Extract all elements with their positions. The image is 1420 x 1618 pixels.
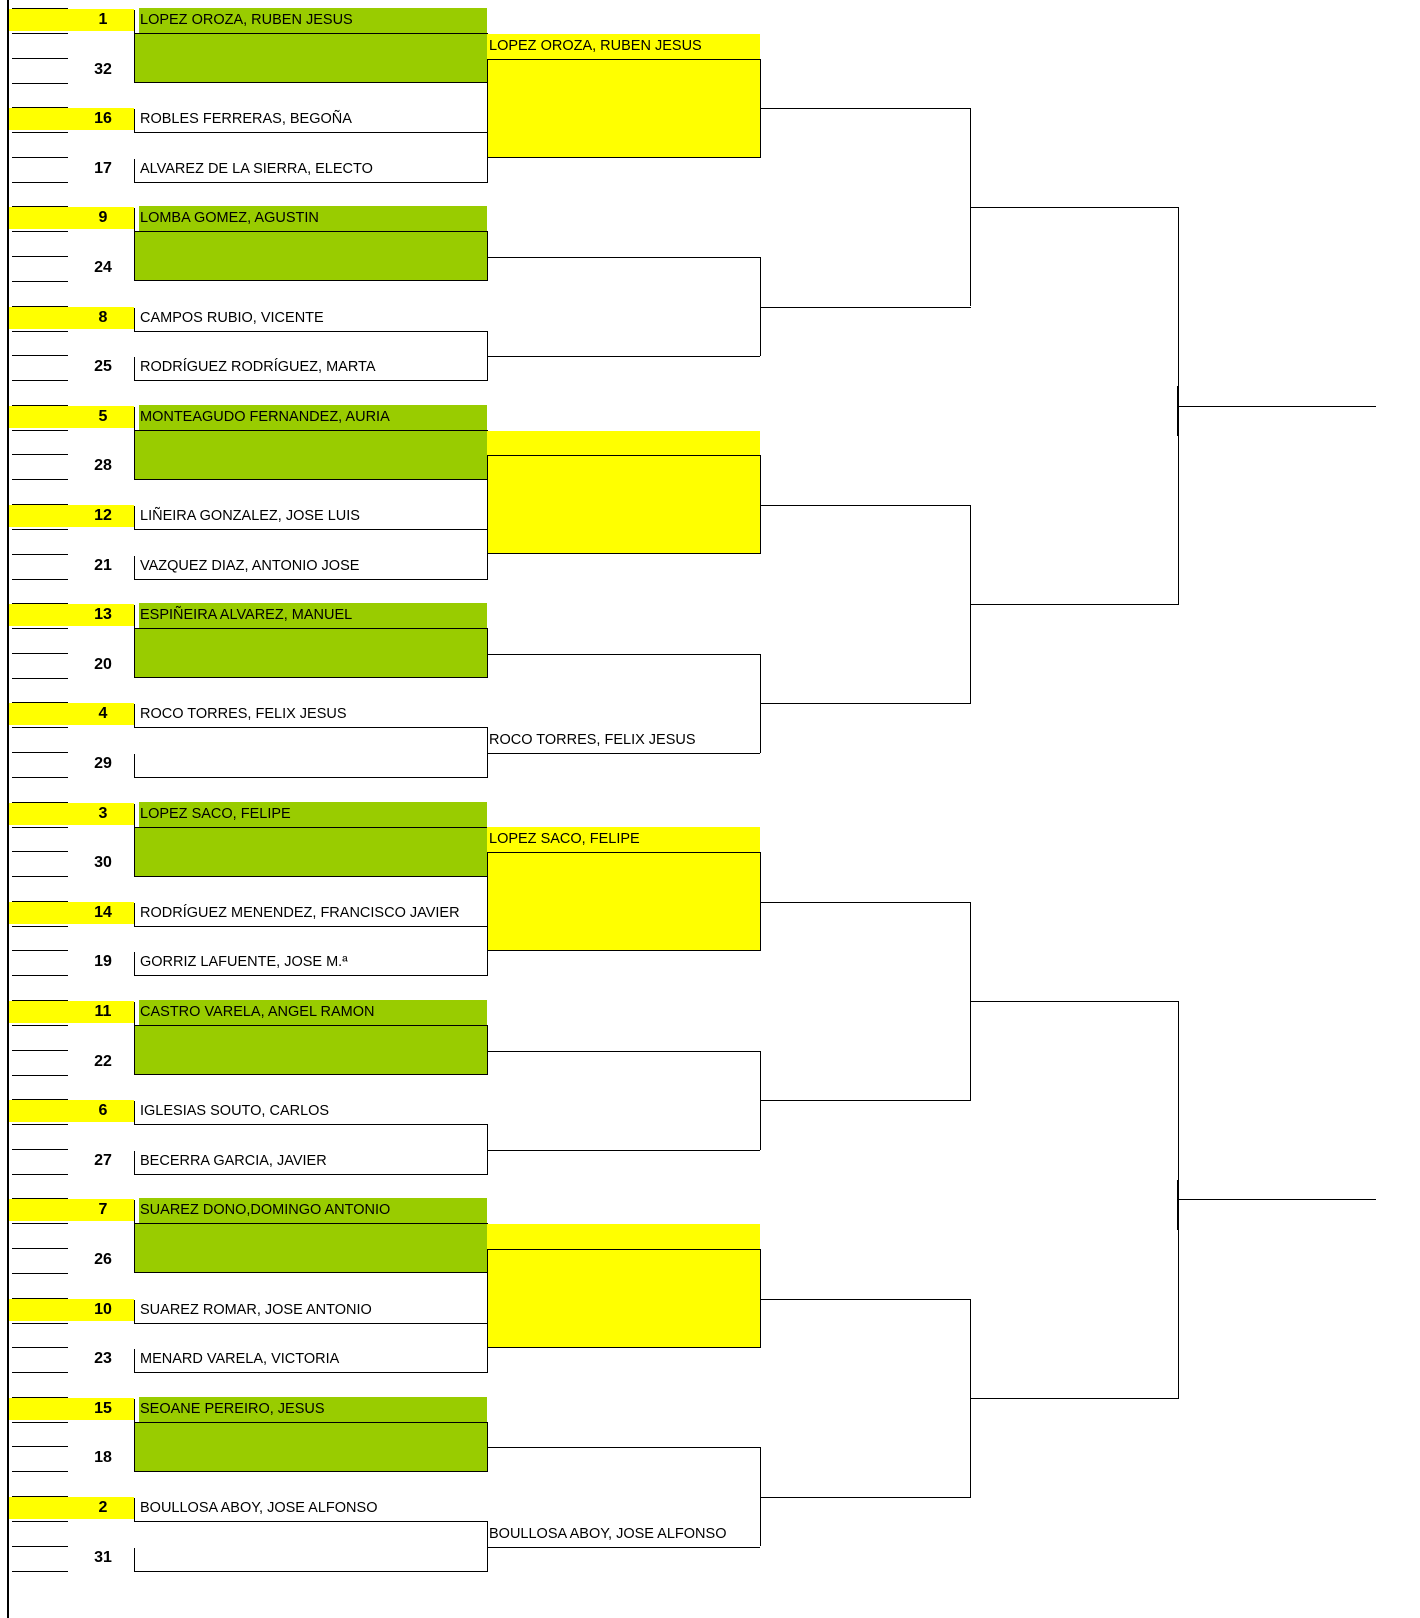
seed-number: 18 bbox=[94, 1449, 112, 1466]
match-line bbox=[134, 1372, 488, 1373]
seed-number: 12 bbox=[94, 507, 112, 524]
match-line bbox=[134, 331, 488, 332]
player-entry[interactable]: ALVAREZ DE LA SIERRA, ELECTO bbox=[140, 161, 373, 177]
player-entry[interactable]: RODRÍGUEZ MENENDEZ, FRANCISCO JAVIER bbox=[140, 905, 460, 921]
blank-rule bbox=[12, 380, 68, 381]
entry-tick bbox=[134, 109, 135, 132]
match-line bbox=[134, 1323, 488, 1324]
round-3-line bbox=[760, 1497, 971, 1498]
blank-rule bbox=[12, 851, 68, 852]
round-5-line bbox=[1178, 406, 1376, 407]
blank-rule bbox=[12, 603, 68, 604]
entry-tick bbox=[134, 308, 135, 331]
blank-rule bbox=[12, 1174, 68, 1175]
blank-rule bbox=[12, 1372, 68, 1373]
blank-rule bbox=[12, 405, 68, 406]
blank-rule bbox=[12, 1323, 68, 1324]
seed-number: 17 bbox=[94, 160, 112, 177]
match-line bbox=[134, 380, 488, 381]
seed-number: 29 bbox=[94, 755, 112, 772]
match-box bbox=[134, 827, 488, 877]
seed-number: 10 bbox=[94, 1301, 112, 1318]
entry-tick bbox=[134, 804, 135, 827]
player-entry[interactable]: MENARD VARELA, VICTORIA bbox=[140, 1351, 340, 1367]
blank-rule bbox=[12, 1198, 68, 1199]
seed-number: 31 bbox=[94, 1549, 112, 1566]
blank-rule bbox=[12, 1298, 68, 1299]
blank-rule bbox=[12, 876, 68, 877]
match-line bbox=[134, 926, 488, 927]
seed-number: 26 bbox=[94, 1251, 112, 1268]
blank-rule bbox=[12, 231, 68, 232]
match-box bbox=[134, 1223, 488, 1273]
blank-rule bbox=[12, 653, 68, 654]
entry-tick bbox=[134, 1399, 135, 1422]
round-2-entry[interactable] bbox=[487, 331, 761, 356]
player-entry[interactable]: ROBLES FERRERAS, BEGOÑA bbox=[140, 111, 352, 127]
match-line bbox=[134, 529, 488, 530]
blank-rule bbox=[12, 107, 68, 108]
seed-number: 7 bbox=[98, 1201, 108, 1218]
blank-rule bbox=[12, 1075, 68, 1076]
match-line bbox=[134, 1174, 488, 1175]
blank-rule bbox=[12, 1149, 68, 1150]
blank-rule bbox=[12, 256, 68, 257]
seed-number: 19 bbox=[94, 953, 112, 970]
entry-tick bbox=[134, 754, 135, 777]
blank-rule bbox=[12, 777, 68, 778]
blank-rule bbox=[12, 1050, 68, 1051]
blank-rule bbox=[12, 926, 68, 927]
seed-number: 16 bbox=[94, 110, 112, 127]
seed-number: 5 bbox=[98, 408, 108, 425]
blank-rule bbox=[12, 950, 68, 951]
entry-tick bbox=[134, 1101, 135, 1124]
round-2-entry[interactable] bbox=[487, 431, 761, 456]
blank-rule bbox=[12, 529, 68, 530]
round-2-entry[interactable] bbox=[487, 1323, 761, 1348]
blank-rule bbox=[12, 1000, 68, 1001]
match-line bbox=[134, 727, 488, 728]
round-2-entry[interactable]: BOULLOSA ABOY, JOSE ALFONSO bbox=[489, 1526, 727, 1542]
seed-number: 28 bbox=[94, 457, 112, 474]
round-2-entry[interactable] bbox=[487, 1423, 761, 1448]
player-entry[interactable]: IGLESIAS SOUTO, CARLOS bbox=[140, 1103, 330, 1119]
seed-number: 23 bbox=[94, 1350, 112, 1367]
match-line bbox=[134, 777, 488, 778]
blank-rule bbox=[12, 1422, 68, 1423]
entry-tick bbox=[134, 903, 135, 926]
blank-rule bbox=[12, 1471, 68, 1472]
blank-rule bbox=[12, 206, 68, 207]
round-2-line bbox=[487, 654, 760, 655]
match-box bbox=[134, 1025, 488, 1075]
blank-rule bbox=[12, 1223, 68, 1224]
round-4-line bbox=[970, 1398, 1179, 1399]
round-2-line bbox=[487, 1051, 760, 1052]
blank-rule bbox=[12, 702, 68, 703]
entry-tick bbox=[134, 1002, 135, 1025]
round-2-line bbox=[487, 1547, 760, 1548]
blank-rule bbox=[12, 132, 68, 133]
match-box bbox=[134, 1422, 488, 1472]
blank-rule bbox=[12, 678, 68, 679]
blank-rule bbox=[12, 975, 68, 976]
match-line bbox=[134, 1571, 488, 1572]
seed-number: 27 bbox=[94, 1152, 112, 1169]
round-2-entry[interactable] bbox=[487, 1125, 761, 1150]
entry-tick bbox=[134, 556, 135, 579]
round-2-entry[interactable] bbox=[487, 927, 761, 952]
seed-number: 21 bbox=[94, 557, 112, 574]
player-entry[interactable]: BECERRA GARCIA, JAVIER bbox=[140, 1153, 327, 1169]
seed-number: 1 bbox=[98, 11, 108, 28]
blank-rule bbox=[12, 58, 68, 59]
blank-rule bbox=[12, 1546, 68, 1547]
blank-rule bbox=[12, 802, 68, 803]
match-box bbox=[134, 33, 488, 83]
seed-number: 3 bbox=[98, 805, 108, 822]
blank-rule bbox=[12, 1099, 68, 1100]
round-2-entry[interactable] bbox=[487, 629, 761, 654]
match-line bbox=[134, 1124, 488, 1125]
player-entry[interactable]: SEOANE PEREIRO, JESUS bbox=[139, 1397, 487, 1422]
round-2-entry[interactable] bbox=[487, 530, 761, 555]
seed-number: 32 bbox=[94, 61, 112, 78]
round-2-line bbox=[487, 1150, 760, 1151]
blank-rule bbox=[12, 281, 68, 282]
round-2-entry[interactable] bbox=[487, 1026, 761, 1051]
round-4-line bbox=[970, 604, 1179, 605]
round-4-tick bbox=[1177, 1180, 1179, 1230]
match-box bbox=[134, 628, 488, 678]
seed-number: 9 bbox=[98, 209, 108, 226]
seed-number: 13 bbox=[94, 606, 112, 623]
seed-number: 2 bbox=[98, 1499, 108, 1516]
player-entry[interactable]: BOULLOSA ABOY, JOSE ALFONSO bbox=[140, 1500, 378, 1516]
match-line bbox=[134, 975, 488, 976]
seed-number: 8 bbox=[98, 309, 108, 326]
blank-rule bbox=[12, 504, 68, 505]
seed-number: 15 bbox=[94, 1400, 112, 1417]
match-box bbox=[134, 231, 488, 281]
round-3-line bbox=[760, 108, 971, 109]
blank-rule bbox=[12, 479, 68, 480]
blank-rule bbox=[12, 727, 68, 728]
round-3-line bbox=[760, 505, 971, 506]
blank-rule bbox=[12, 579, 68, 580]
player-entry[interactable]: ESPIÑEIRA ALVAREZ, MANUEL bbox=[139, 603, 487, 628]
blank-rule bbox=[12, 157, 68, 158]
match-line bbox=[134, 182, 488, 183]
entry-tick bbox=[134, 1349, 135, 1372]
round-3-line bbox=[760, 703, 971, 704]
blank-rule bbox=[12, 1025, 68, 1026]
seed-number: 24 bbox=[94, 259, 112, 276]
round-4-line bbox=[970, 207, 1179, 208]
player-entry[interactable]: VAZQUEZ DIAZ, ANTONIO JOSE bbox=[140, 558, 360, 574]
player-entry[interactable]: CASTRO VARELA, ANGEL RAMON bbox=[139, 1000, 487, 1025]
round-2-entry[interactable] bbox=[487, 1224, 761, 1249]
blank-rule bbox=[12, 752, 68, 753]
player-entry[interactable]: LOPEZ OROZA, RUBEN JESUS bbox=[139, 8, 487, 33]
seed-number: 30 bbox=[94, 854, 112, 871]
player-entry[interactable]: CAMPOS RUBIO, VICENTE bbox=[140, 310, 324, 326]
round-3-line bbox=[760, 1299, 971, 1300]
blank-rule bbox=[12, 331, 68, 332]
player-entry[interactable]: LIÑEIRA GONZALEZ, JOSE LUIS bbox=[140, 508, 360, 524]
seed-number: 25 bbox=[94, 358, 112, 375]
entry-tick bbox=[134, 1200, 135, 1223]
player-entry[interactable] bbox=[139, 1546, 487, 1571]
blank-rule bbox=[12, 1571, 68, 1572]
round-4-line bbox=[970, 1001, 1179, 1002]
match-box bbox=[134, 430, 488, 480]
blank-rule bbox=[12, 1248, 68, 1249]
entry-tick bbox=[134, 1548, 135, 1571]
entry-tick bbox=[134, 506, 135, 529]
blank-rule bbox=[12, 33, 68, 34]
seed-number: 6 bbox=[98, 1102, 108, 1119]
round-2-entry[interactable]: ROCO TORRES, FELIX JESUS bbox=[489, 732, 696, 748]
entry-tick bbox=[134, 1300, 135, 1323]
round-5-line bbox=[1178, 1199, 1376, 1200]
entry-tick bbox=[134, 357, 135, 380]
entry-tick bbox=[134, 605, 135, 628]
entry-tick bbox=[134, 1151, 135, 1174]
player-entry[interactable]: RODRÍGUEZ RODRÍGUEZ, MARTA bbox=[140, 359, 376, 375]
player-entry[interactable]: GORRIZ LAFUENTE, JOSE M.ª bbox=[140, 954, 348, 970]
blank-rule bbox=[12, 1446, 68, 1447]
round-3-line bbox=[760, 1100, 971, 1101]
player-entry[interactable]: SUAREZ DONO,DOMINGO ANTONIO bbox=[139, 1198, 487, 1223]
round-2-line bbox=[487, 257, 760, 258]
blank-rule bbox=[12, 827, 68, 828]
blank-rule bbox=[12, 1347, 68, 1348]
seed-number: 11 bbox=[94, 1003, 112, 1020]
round-2-entry[interactable] bbox=[487, 133, 761, 158]
blank-rule bbox=[12, 1124, 68, 1125]
round-2-entry[interactable]: LOPEZ SACO, FELIPE bbox=[489, 831, 640, 847]
blank-rule bbox=[12, 306, 68, 307]
round-2-entry[interactable] bbox=[487, 232, 761, 257]
blank-rule bbox=[12, 628, 68, 629]
blank-rule bbox=[12, 355, 68, 356]
blank-rule bbox=[12, 8, 68, 9]
player-entry[interactable]: LOMBA GOMEZ, AGUSTIN bbox=[139, 206, 487, 231]
blank-rule bbox=[12, 430, 68, 431]
blank-rule bbox=[12, 83, 68, 84]
entry-tick bbox=[134, 159, 135, 182]
entry-tick bbox=[134, 952, 135, 975]
round-4-tick bbox=[1177, 386, 1179, 436]
player-entry[interactable]: LOPEZ SACO, FELIPE bbox=[139, 802, 487, 827]
round-3-line bbox=[760, 307, 971, 308]
blank-rule bbox=[12, 554, 68, 555]
blank-rule bbox=[12, 1496, 68, 1497]
seed-number: 4 bbox=[98, 705, 108, 722]
player-entry[interactable]: SUAREZ ROMAR, JOSE ANTONIO bbox=[140, 1302, 372, 1318]
seed-number: 14 bbox=[94, 904, 112, 921]
player-entry[interactable] bbox=[139, 752, 487, 777]
round-2-entry[interactable]: LOPEZ OROZA, RUBEN JESUS bbox=[489, 38, 702, 54]
blank-rule bbox=[12, 901, 68, 902]
player-entry[interactable]: ROCO TORRES, FELIX JESUS bbox=[140, 706, 347, 722]
entry-tick bbox=[134, 208, 135, 231]
blank-rule bbox=[12, 1521, 68, 1522]
entry-tick bbox=[134, 1498, 135, 1521]
round-2-line bbox=[487, 356, 760, 357]
match-line bbox=[134, 1521, 488, 1522]
blank-rule bbox=[12, 1397, 68, 1398]
seed-number: 20 bbox=[94, 656, 112, 673]
blank-rule bbox=[12, 454, 68, 455]
entry-tick bbox=[134, 407, 135, 430]
entry-tick bbox=[134, 10, 135, 33]
blank-rule bbox=[12, 182, 68, 183]
player-entry[interactable]: MONTEAGUDO FERNANDEZ, AURIA bbox=[139, 405, 487, 430]
entry-tick bbox=[134, 704, 135, 727]
seed-number: 22 bbox=[94, 1053, 112, 1070]
round-3-line bbox=[760, 902, 971, 903]
round-2-line bbox=[487, 753, 760, 754]
match-line bbox=[134, 132, 488, 133]
match-line bbox=[134, 579, 488, 580]
blank-rule bbox=[12, 1273, 68, 1274]
